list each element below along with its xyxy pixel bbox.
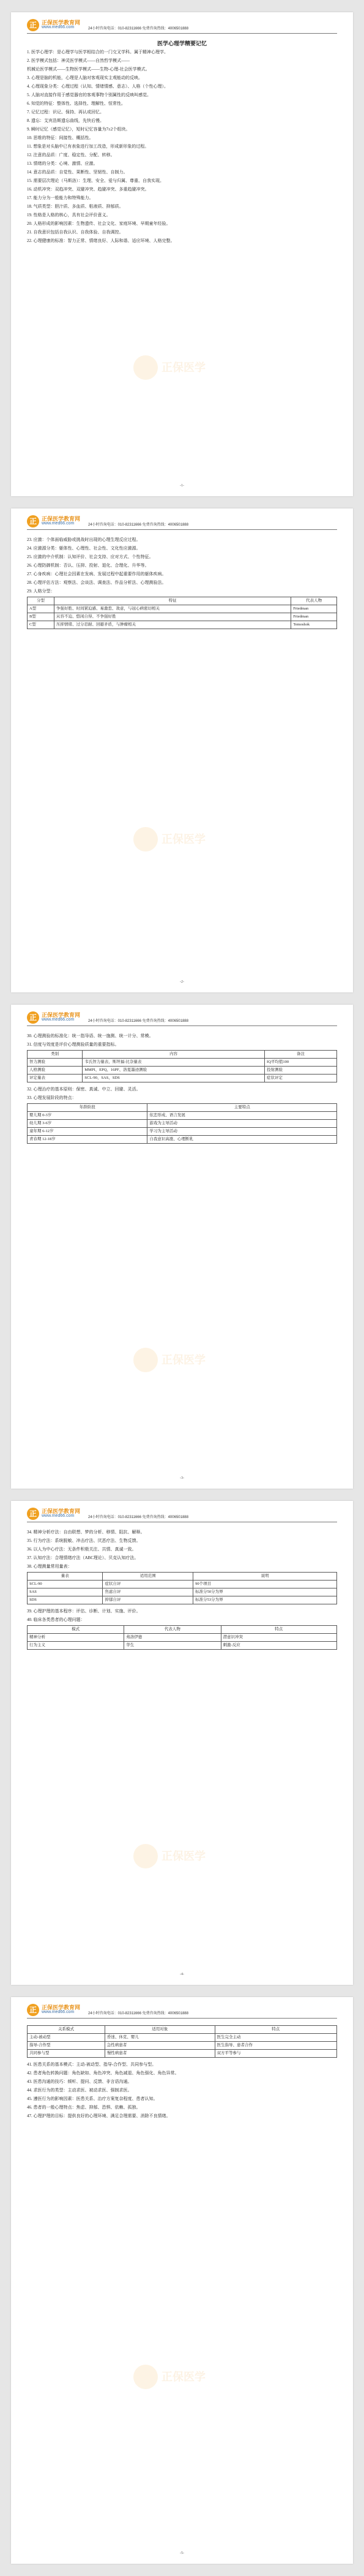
table-cell: 指导-合作型 [28, 2042, 105, 2050]
table-header: 特点 [221, 1626, 336, 1634]
table-row [28, 1120, 337, 1128]
logo-mark-icon: 正 [27, 2004, 39, 2016]
table-cell: 症状评定 [265, 1075, 337, 1082]
table-cell: 症状自评 [103, 1581, 193, 1588]
table-cell: 抑郁自评 [103, 1596, 193, 1604]
table-cell: 医生指导、患者合作 [215, 2042, 336, 2050]
page-number: -4- [180, 1973, 184, 1976]
text-line: 37. 认知疗法：合理情绪疗法（ABC理论）、贝克认知疗法。 [27, 1555, 139, 1560]
page-text-block [27, 1607, 337, 1624]
text-line: 20. 人格形成的影响因素：生物遗传、社会文化、家庭环境、早期童年经验。 [27, 221, 171, 226]
text-line: 44. 求医行为的类型：主动求医、被动求医、强制求医。 [27, 2088, 132, 2093]
page-text-block [27, 48, 337, 245]
text-line: 14. 意志的品质：自觉性、果断性、坚韧性、自制力。 [27, 170, 128, 175]
table-cell: 潜意识冲突 [221, 1634, 336, 1642]
page-number: -3- [180, 1476, 184, 1480]
table-cell: 游戏为主导活动 [147, 1120, 337, 1128]
table-cell: SCL-90、SAS、SDS [83, 1075, 265, 1082]
table-cell: MMPI、EPQ、16PF、洛夏墨迹测验 [83, 1067, 265, 1075]
table-cell: 华生 [124, 1642, 221, 1650]
text-line: 28. 心理评估方法：观察法、会谈法、调查法、作品分析法、心理测验法。 [27, 580, 166, 585]
document-page-2 [11, 508, 353, 992]
table-cell: 行为主义 [28, 1642, 124, 1650]
table-cell: 自我意识高涨、心理断乳 [147, 1136, 337, 1144]
text-line: 22. 心理健康的标准：智力正常、情绪良好、人际和谐、适应环境、人格完整。 [27, 238, 175, 243]
text-line: 46. 患者的一般心理特点：焦虑、抑郁、恐惧、依赖、孤独。 [27, 2105, 141, 2110]
table-row [28, 613, 337, 621]
text-line: 47. 心理护理的目标：提供良好的心理环境、满足合理需要、消除不良情绪。 [27, 2113, 171, 2118]
watermark-logo: 正保医学 [133, 2365, 231, 2389]
table-row [28, 1596, 337, 1604]
table-row [28, 2050, 337, 2058]
table-header: 关系模式 [28, 2026, 105, 2034]
text-line: 9. 瞬时记忆（感觉记忆），短时记忆容量为7±2个组块。 [27, 127, 130, 132]
hotline-text: 24小时咨询电话：010-82311666 免费咨询热线：4006501888 [88, 27, 188, 31]
table-cell: 主动-被动型 [28, 2034, 105, 2042]
table-header: 适用范围 [103, 1573, 193, 1581]
text-line: 4. 心理现象分类：心理过程（认知、情绪情感、意志）、人格（个性心理）。 [27, 84, 168, 89]
table-header: 备注 [265, 1051, 337, 1059]
table-cell: 刺激-反应 [221, 1642, 336, 1650]
text-line: 29. 人格分型： [27, 589, 55, 594]
text-line: 6. 知觉的特征：整体性、选择性、理解性、恒常性。 [27, 101, 125, 106]
table-row [28, 1634, 337, 1642]
table-cell: Temoshok [291, 621, 337, 629]
text-line: 7. 记忆过程：识记、保持、再认或回忆。 [27, 110, 104, 115]
hotline-text: 24小时咨询电话：010-82311666 免费咨询热线：4006501888 [88, 1516, 188, 1519]
brand-logo: 正 正保医学教育网 www.med66.com [27, 18, 64, 32]
table-cell: 投射测验 [265, 1067, 337, 1075]
table-cell: A型 [28, 605, 54, 613]
table-header: 类别 [28, 1051, 83, 1059]
table-cell: B型 [28, 613, 54, 621]
table-cell: 童年期 6-12岁 [28, 1128, 147, 1136]
text-line: 25. 应激的中介机制：认知评价、社会支持、应对方式、个性特征。 [27, 554, 154, 559]
model-table [27, 1625, 337, 1650]
table-header: 特点 [215, 2026, 336, 2034]
text-line: 15. 需要层次理论（马斯洛）：生理、安全、爱与归属、尊重、自我实现。 [27, 178, 164, 183]
table-cell: IQ平均值100 [265, 1059, 337, 1067]
text-line: 31. 信度与效度是评价心理测验质量的重要指标。 [27, 1042, 119, 1047]
text-line: 41. 医患关系的基本模式：主动-被动型、指导-合作型、共同参与型。 [27, 2062, 157, 2067]
text-line: 21. 自我意识包括自我认识、自我体验、自我调控。 [27, 230, 124, 235]
hotline-text: 24小时咨询电话：010-82311666 免费咨询热线：4006501888 [88, 523, 188, 527]
text-line: 38. 心理测量常用量表： [27, 1564, 72, 1569]
text-line: 27. 心身疾病：心理社会因素在发病、发展过程中起重要作用的躯体疾病。 [27, 572, 166, 576]
logo-mark-icon: 正 [27, 1508, 39, 1520]
development-stage-table [27, 1103, 337, 1144]
text-line: 36. 以人为中心疗法：无条件积极关注、共情、真诚一致。 [27, 1547, 136, 1552]
table-cell: Friedman [291, 605, 337, 613]
brand-logo: 正 正保医学教育网 www.med66.com [27, 1011, 64, 1024]
text-line: 19. 性格是人格的核心，具有社会评价意义。 [27, 213, 111, 217]
watermark-logo: 正保医学 [133, 1844, 231, 1868]
personality-type-table [27, 597, 337, 629]
table-header: 量表 [28, 1573, 103, 1581]
table-row [28, 1581, 337, 1588]
table-cell: 昏迷、休克、婴儿 [105, 2034, 215, 2042]
watermark-logo: 正保医学 [133, 1348, 231, 1372]
table-cell: 急性病患者 [105, 2042, 215, 2050]
table-row [28, 621, 337, 629]
logo-mark-icon: 正 [27, 515, 39, 527]
logo-mark-icon: 正 [27, 19, 39, 31]
brand-logo: 正 正保医学教育网 www.med66.com [27, 515, 64, 528]
text-line: 35. 行为疗法：系统脱敏、冲击疗法、厌恶疗法、生物反馈。 [27, 1538, 141, 1543]
table-row [28, 1059, 337, 1067]
table-cell: 韦氏智力量表、斯坦福-比奈量表 [83, 1059, 265, 1067]
table-cell: 人格测验 [28, 1067, 83, 1075]
text-line: 23. 应激：个体面临威胁或挑战时出现的心理生理反应过程。 [27, 537, 141, 542]
page-text-block [27, 1032, 337, 1049]
table-cell: SDS [28, 1596, 103, 1604]
text-line: 24. 应激源分类：躯体性、心理性、社会性、文化性应激源。 [27, 546, 141, 551]
table-row [28, 1588, 337, 1596]
text-line: 5. 人脑对直接作用于感觉器官的客观事物个别属性的反映叫感觉。 [27, 93, 151, 97]
table-header: 主要特点 [147, 1104, 337, 1112]
table-cell: 90个项目 [193, 1581, 337, 1588]
text-line: 8. 遗忘：艾宾浩斯遗忘曲线，先快后慢。 [27, 118, 104, 123]
table-header: 分型 [28, 597, 54, 605]
doctor-patient-model-table [27, 2025, 337, 2058]
text-line: 26. 心理防御机制：否认、压抑、投射、退化、合理化、升华等。 [27, 563, 149, 568]
table-row [28, 1128, 337, 1136]
text-line: 11. 想象是对头脑中已有表象进行加工改造，形成新形象的过程。 [27, 144, 149, 149]
table-cell: 弗洛伊德 [124, 1634, 221, 1642]
logo-mark-icon: 正 [27, 1011, 39, 1024]
table-cell: 医生完全主动 [215, 2034, 336, 2042]
text-line: 34. 精神分析疗法：自由联想、梦的分析、移情、阻抗、解释。 [27, 1530, 145, 1535]
table-header: 模式 [28, 1626, 124, 1634]
table-cell: 压抑情绪、过分忍耐、回避矛盾，与肿瘤相关 [54, 621, 291, 629]
text-line: 16. 动机冲突：双趋冲突、双避冲突、趋避冲突、多重趋避冲突。 [27, 187, 149, 192]
table-cell: 焦虑自评 [103, 1588, 193, 1596]
table-header: 适用对象 [105, 2026, 215, 2034]
table-cell: 评定量表 [28, 1075, 83, 1082]
table-header: 代表人物 [291, 597, 337, 605]
page-header [27, 1010, 337, 1026]
table-cell: 争强好胜、时间紧迫感、易激惹、敌意，与冠心病密切相关 [54, 605, 291, 613]
page-header [27, 1506, 337, 1522]
page-text-block [27, 1528, 337, 1571]
text-line: 43. 医患沟通的技巧：倾听、提问、反馈、非言语沟通。 [27, 2079, 132, 2084]
table-header: 说明 [193, 1573, 337, 1581]
table-cell: 标准分50分为界 [193, 1588, 337, 1596]
text-line: 17. 能力分为一般能力和特殊能力。 [27, 195, 94, 200]
table-cell: 从容不迫、悠闲自得、不争强好胜 [54, 613, 291, 621]
page-number: -2- [180, 980, 184, 984]
table-header: 年龄阶段 [28, 1104, 147, 1112]
text-line: 45. 遵医行为的影响因素：医患关系、治疗方案复杂程度、患者认知。 [27, 2096, 158, 2101]
table-cell: 青春期 12-18岁 [28, 1136, 147, 1144]
table-row [28, 1112, 337, 1120]
table-cell: Friedman [291, 613, 337, 621]
table-cell: 双方平等参与 [215, 2050, 336, 2058]
table-cell: 学习为主导活动 [147, 1128, 337, 1136]
text-line: 42. 患者角色转换问题：角色缺如、角色冲突、角色减退、角色强化、角色异常。 [27, 2071, 179, 2076]
page-header [27, 17, 337, 34]
watermark-logo: 正保医学 [133, 827, 231, 852]
table-cell: 慢性病患者 [105, 2050, 215, 2058]
document-page-4 [11, 1501, 353, 1985]
text-line: 12. 注意的品质：广度、稳定性、分配、转移。 [27, 153, 115, 157]
watermark-logo: 正保医学 [133, 355, 231, 380]
text-line: 32. 心理治疗的基本原则：保密、真诚、中立、回避、灵活。 [27, 1087, 141, 1092]
table-cell: SAS [28, 1588, 103, 1596]
table-row [28, 1067, 337, 1075]
page-header [27, 513, 337, 530]
text-line: 18. 气质类型：胆汁质、多血质、粘液质、抑郁质。 [27, 204, 124, 209]
table-cell: 依恋形成、语言发展 [147, 1112, 337, 1120]
text-line: 40. 临床各类患者的心理问题： [27, 1617, 85, 1622]
text-line: 39. 心理护理的基本程序：评估、诊断、计划、实施、评价。 [27, 1609, 141, 1614]
page-number: -1- [180, 484, 184, 488]
table-row [28, 2042, 337, 2050]
document-title: 医学心理学精要记忆 [157, 40, 207, 47]
page-text-block [27, 1085, 337, 1102]
text-line: 33. 心理发展阶段的特点： [27, 1095, 76, 1100]
text-line: 13. 情绪的分类：心境、激情、应激。 [27, 161, 98, 166]
table-cell: 幼儿期 3-6岁 [28, 1120, 147, 1128]
table-header: 内容 [83, 1051, 265, 1059]
text-line: 2. 医学模式包括：神灵医学模式——自然哲学模式—— [27, 58, 130, 63]
page-header [27, 2002, 337, 2019]
document-page-5 [11, 1997, 353, 2564]
page-text-block [27, 2060, 337, 2120]
brand-logo: 正 正保医学教育网 www.med66.com [27, 1507, 64, 1520]
hotline-text: 24小时咨询电话：010-82311666 免费咨询热线：4006501888 [88, 1019, 188, 1023]
table-row [28, 605, 337, 613]
table-row [28, 1642, 337, 1650]
table-cell: 智力测验 [28, 1059, 83, 1067]
table-header: 特征 [54, 597, 291, 605]
table-row [28, 2034, 337, 2042]
brand-logo: 正 正保医学教育网 www.med66.com [27, 2003, 64, 2017]
scale-table [27, 1572, 337, 1604]
page-text-block [27, 535, 337, 595]
text-line: 1. 医学心理学：是心理学与医学相结合的一门交叉学科。属于精神心理学。 [27, 50, 168, 55]
table-header: 代表人物 [124, 1626, 221, 1634]
table-cell: 精神分析 [28, 1634, 124, 1642]
document-page-3 [11, 1005, 353, 1489]
page-number: -5- [180, 2551, 184, 2555]
psych-test-table [27, 1050, 337, 1082]
table-cell: SCL-90 [28, 1581, 103, 1588]
table-row [28, 1075, 337, 1082]
table-cell: 婴儿期 0-3岁 [28, 1112, 147, 1120]
table-cell: 标准分53分为界 [193, 1596, 337, 1604]
text-line: 10. 思维的特征：间接性、概括性。 [27, 135, 94, 140]
table-cell: 共同参与型 [28, 2050, 105, 2058]
table-row [28, 1136, 337, 1144]
text-line: 30. 心理测验的标准化：统一指导语、统一施测、统一计分、常模。 [27, 1033, 154, 1038]
text-line: 3. 心理是脑的机能，心理是人脑对客观现实主观能动的反映。 [27, 75, 143, 80]
table-cell: C型 [28, 621, 54, 629]
text-line: 机械论医学模式——生物医学模式——生物-心理-社会医学模式。 [27, 67, 150, 72]
document-page-1 [11, 12, 353, 496]
hotline-text: 24小时咨询电话：010-82311666 免费咨询热线：4006501888 [88, 2012, 188, 2015]
